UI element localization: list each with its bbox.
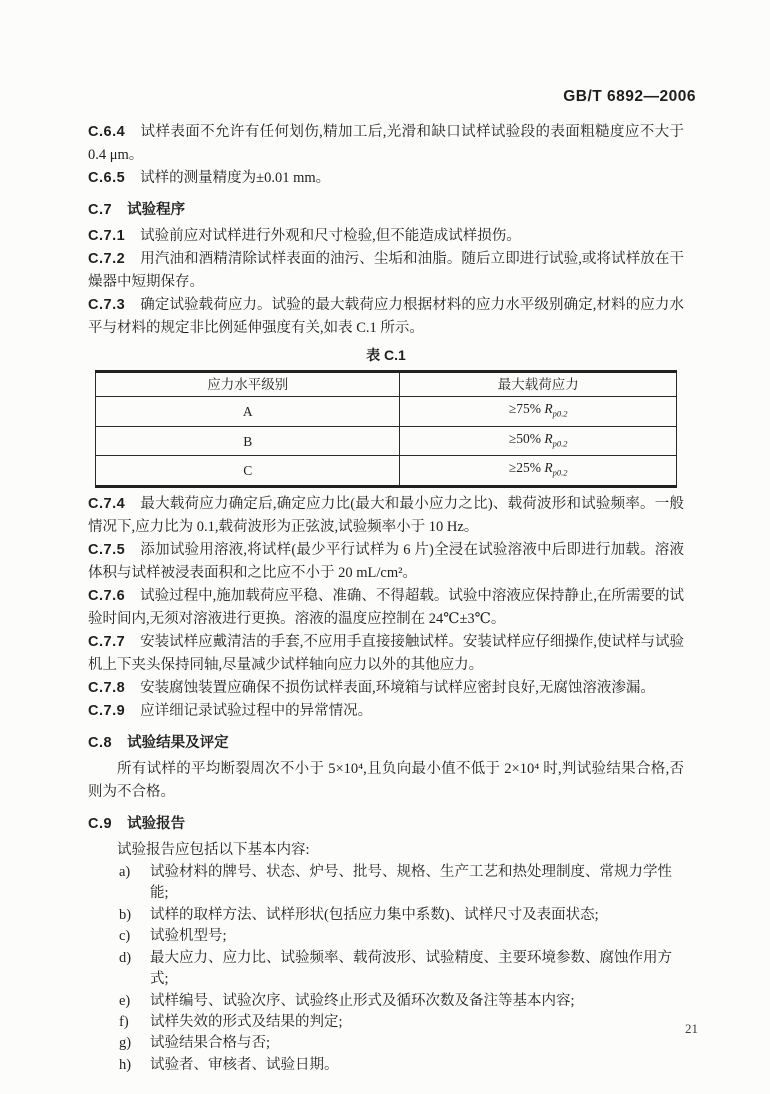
value-prefix: ≥25% (508, 460, 545, 476)
table-caption: 表 C.1 (366, 347, 406, 363)
clause-number: C.6.5 (88, 170, 126, 186)
value-prefix: ≥75% (508, 401, 545, 416)
section-heading-c7 (88, 199, 684, 222)
item-text: 试验材料的牌号、状态、炉号、批号、规格、生产工艺和热处理制度、常规力学性能; (150, 864, 672, 902)
item-marker: f) (119, 1013, 129, 1030)
item-marker: e) (119, 992, 131, 1009)
item-marker: h) (119, 1056, 132, 1073)
clause-c7-8 (88, 677, 684, 700)
value-prefix: ≥50% (508, 430, 545, 446)
item-text: 试验者、审核者、试验日期。 (150, 1056, 339, 1073)
clause-text: 添加试验用溶液,将试样(最少平行试样为 6 片)全浸在试验溶液中后即进行加载。溶液体积与试样被浸表面积和之比应不小于 20 mL/cm²。 (88, 542, 684, 582)
clause-c7-1 (88, 225, 684, 248)
section-heading-c9 (88, 813, 684, 836)
clause-number: C.7.9 (88, 703, 126, 720)
clause-text: 确定试验载荷应力。试验的最大载荷应力根据材料的应力水平级别确定,材料的应力水平与材料的规定非比例延伸强度有关,如表 C.1 所示。 (88, 297, 684, 336)
level-cell: A (96, 397, 400, 427)
clause-c6-5 (88, 167, 684, 190)
r-subscript: p0.2 (552, 408, 568, 419)
report-items-list (88, 862, 684, 1076)
item-marker: a) (119, 864, 131, 881)
level-cell: C (96, 456, 400, 487)
heading-title: 试验程序 (127, 202, 186, 218)
table-row (96, 426, 677, 456)
level-cell: B (96, 426, 400, 456)
clause-number: C.7.8 (88, 680, 126, 697)
item-marker: d) (119, 949, 132, 966)
list-item (88, 905, 684, 926)
clause-number: C.7.6 (88, 588, 126, 605)
clause-text: 安装试样应戴清洁的手套,不应用手直接接触试样。安装试样应仔细操作,使试样与试验机上下夹头保持同轴,尽量减少试样轴向应力以外的其他应力。 (88, 634, 684, 674)
clause-number: C.7.4 (88, 496, 126, 513)
r-subscript: p0.2 (552, 438, 568, 449)
clause-text: 安装腐蚀装置应确保不损伤试样表面,环境箱与试样应密封良好,无腐蚀溶液渗漏。 (140, 680, 655, 697)
standard-number: GB/T 6892—2006 (563, 88, 696, 105)
table-row (96, 456, 677, 487)
heading-title: 试验结果及评定 (127, 735, 229, 752)
clause-c7-2 (88, 248, 684, 294)
clause-text: 试验前应对试样进行外观和尺寸检验,但不能造成试样损伤。 (140, 228, 521, 244)
heading-title: 试验报告 (127, 816, 186, 833)
clause-c7-5 (88, 539, 684, 585)
clause-c7-6 (88, 585, 684, 631)
list-item (88, 862, 684, 905)
r-symbol: R (544, 460, 553, 476)
list-item (88, 1033, 684, 1054)
clause-text: 试样表面不允许有任何划伤,精加工后,光滑和缺口试样试验段的表面粗糙度应不大于0.4 μm。 (88, 124, 684, 163)
table-header-stress-level: 应力水平级别 (96, 372, 400, 397)
item-marker: c) (119, 928, 131, 945)
clause-number: C.7.5 (88, 542, 126, 559)
paragraph-c8: 所有试样的平均断裂周次不小于 5×10⁴,且负向最小值不低于 2×10⁴ 时,判试验结果合格,否则为不合格。 (88, 761, 684, 801)
clause-c7-9 (88, 700, 684, 723)
clause-number: C.7.7 (88, 634, 126, 651)
item-marker: g) (119, 1035, 132, 1052)
r-symbol: R (544, 430, 553, 446)
clause-text: 试样的测量精度为±0.01 mm。 (140, 170, 331, 186)
r-symbol: R (544, 401, 553, 416)
clause-text: 应详细记录试验过程中的异常情况。 (140, 703, 373, 720)
clause-text: 试验过程中,施加载荷应平稳、准确、不得超载。试验中溶液应保持静止,在所需要的试验时间内,无须对溶液进行更换。溶液的温度应控制在 24℃±3℃。 (88, 588, 684, 628)
clause-number: C.7.3 (88, 297, 126, 313)
clause-number: C.6.4 (88, 124, 126, 140)
value-cell (400, 426, 677, 456)
heading-number: C.9 (88, 816, 113, 833)
value-cell (400, 397, 677, 427)
stress-level-table (95, 370, 677, 488)
table-header-max-load: 最大载荷应力 (400, 372, 677, 397)
clause-text: 最大载荷应力确定后,确定应力比(最大和最小应力之比)、载荷波形和试验频率。一般情况下,应力比为 0.1,载荷波形为正弦波,试验频率小于 10 Hz。 (88, 496, 684, 536)
clause-c7-7 (88, 631, 684, 677)
list-item (88, 1055, 684, 1076)
clause-text: 用汽油和酒精清除试样表面的油污、尘垢和油脂。随后立即进行试验,或将试样放在干燥器中短期保存。 (88, 251, 684, 290)
list-item (88, 948, 684, 991)
item-text: 试样的取样方法、试样形状(包括应力集中系数)、试样尺寸及表面状态; (150, 906, 599, 923)
item-text: 试验结果合格与否; (150, 1035, 271, 1052)
item-marker: b) (119, 906, 132, 923)
list-item (88, 991, 684, 1012)
clause-c7-3 (88, 294, 684, 340)
item-text: 试样编号、试验次序、试验终止形式及循环次数及备注等基本内容; (150, 992, 575, 1009)
item-text: 试验机型号; (150, 928, 227, 945)
page-content (88, 121, 684, 1076)
paragraph-c9-intro: 试验报告应包括以下基本内容: (117, 842, 310, 859)
list-item (88, 1012, 684, 1033)
value-cell (400, 456, 677, 487)
clause-number: C.7.2 (88, 251, 126, 267)
table-row (96, 397, 677, 427)
clause-c7-4 (88, 493, 684, 539)
section-heading-c8 (88, 732, 684, 755)
r-subscript: p0.2 (552, 468, 568, 479)
clause-number: C.7.1 (88, 228, 126, 244)
item-text: 试样失效的形式及结果的判定; (150, 1013, 343, 1030)
list-item (88, 926, 684, 947)
heading-number: C.8 (88, 735, 113, 752)
table-header-row (96, 372, 677, 397)
clause-c6-4 (88, 121, 684, 167)
heading-number: C.7 (88, 202, 113, 218)
page-number: 21 (685, 1021, 698, 1036)
item-text: 最大应力、应力比、试验频率、载荷波形、试验精度、主要环境参数、腐蚀作用方式; (150, 949, 672, 988)
